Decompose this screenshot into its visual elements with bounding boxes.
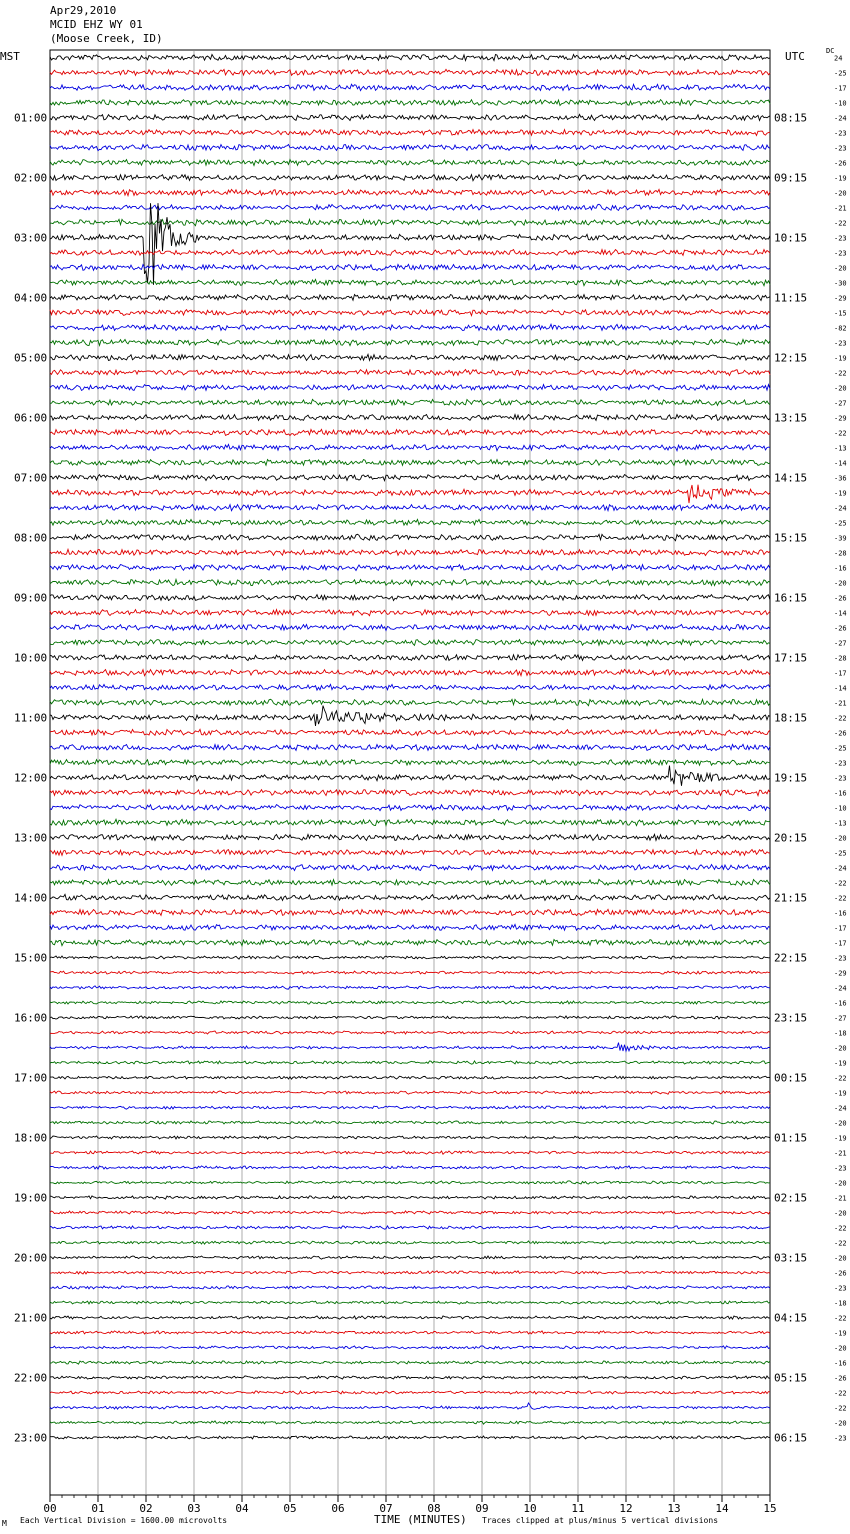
utc-hour-label: 06:15 xyxy=(774,1431,808,1445)
seismic-trace xyxy=(50,429,770,435)
x-tick-label: 07 xyxy=(379,1502,393,1515)
seismic-trace xyxy=(50,279,770,285)
dc-offset-label: -22 xyxy=(834,1074,847,1083)
dc-offset-label: -26 xyxy=(834,1269,847,1278)
dc-offset-label: -20 xyxy=(834,384,847,393)
clip-note: Traces clipped at plus/minus 5 vertical divisions xyxy=(482,1516,719,1525)
seismic-trace xyxy=(50,1403,770,1409)
seismic-trace xyxy=(50,370,770,376)
dc-offset-label: -18 xyxy=(834,1299,847,1308)
seismic-trace xyxy=(50,971,770,974)
dc-offset-label: -28 xyxy=(834,549,847,558)
seismic-trace xyxy=(50,475,770,481)
seismic-trace xyxy=(50,415,770,421)
mst-hour-label: 07:00 xyxy=(14,471,48,485)
utc-hour-label: 23:15 xyxy=(774,1011,808,1025)
utc-hour-label: 13:15 xyxy=(774,411,808,425)
utc-hour-label: 11:15 xyxy=(774,291,808,305)
dc-offset-label: -23 xyxy=(834,234,847,243)
dc-offset-label: -22 xyxy=(834,369,847,378)
dc-offset-label: -20 xyxy=(834,1119,847,1128)
seismic-trace xyxy=(50,354,770,360)
dc-offset-label: -24 xyxy=(834,114,847,123)
station-code: MCID EHZ WY 01 xyxy=(50,18,143,31)
seismic-trace xyxy=(50,130,770,136)
seismic-trace xyxy=(50,706,770,726)
dc-offset-label: -22 xyxy=(834,1389,847,1398)
seismic-trace xyxy=(50,250,770,256)
mst-hour-label: 01:00 xyxy=(14,111,48,125)
seismic-trace xyxy=(50,1031,770,1034)
seismic-trace xyxy=(50,264,770,270)
seismic-trace xyxy=(50,1166,770,1169)
seismic-trace xyxy=(50,924,770,930)
x-axis-label: TIME (MINUTES) xyxy=(374,1513,467,1526)
dc-offset-label: -26 xyxy=(834,159,847,168)
seismic-trace xyxy=(50,1286,770,1289)
seismic-trace xyxy=(50,1136,770,1139)
seismic-trace xyxy=(50,766,770,786)
seismic-trace xyxy=(50,460,770,466)
dc-offset-label: -39 xyxy=(834,534,847,543)
dc-offset-label: -19 xyxy=(834,1329,847,1338)
x-tick-label: 15 xyxy=(763,1502,777,1515)
seismic-trace xyxy=(50,865,770,871)
seismic-trace xyxy=(50,909,770,915)
dc-offset-label: -19 xyxy=(834,1059,847,1068)
dc-offset-label: -20 xyxy=(834,1254,847,1263)
dc-offset-label: -25 xyxy=(834,744,847,753)
seismic-trace xyxy=(50,519,770,525)
dc-offset-label: -17 xyxy=(834,924,847,933)
dc-offset-label: -20 xyxy=(834,189,847,198)
mst-hour-label: 13:00 xyxy=(14,831,48,845)
dc-offset-label: -27 xyxy=(834,639,847,648)
mst-hour-label: 03:00 xyxy=(14,231,48,245)
mst-hour-label: 08:00 xyxy=(14,531,48,545)
mst-hour-label: 16:00 xyxy=(14,1011,48,1025)
seismic-trace xyxy=(50,624,770,630)
utc-hour-label: 09:15 xyxy=(774,171,808,185)
dc-offset-label: -23 xyxy=(834,774,847,783)
seismic-trace xyxy=(50,565,770,571)
seismic-trace xyxy=(50,55,770,61)
dc-offset-label: -24 xyxy=(834,1104,847,1113)
seismic-trace xyxy=(50,1361,770,1364)
seismic-trace xyxy=(50,894,770,900)
seismic-trace xyxy=(50,175,770,181)
seismic-trace xyxy=(50,1331,770,1334)
utc-hour-label: 00:15 xyxy=(774,1071,808,1085)
seismic-trace xyxy=(50,1241,770,1244)
dc-offset-label: -24 xyxy=(834,504,847,513)
seismic-trace xyxy=(50,1316,770,1319)
dc-offset-label: -26 xyxy=(834,594,847,603)
x-tick-label: 02 xyxy=(139,1502,153,1515)
dc-offset-label: -21 xyxy=(834,1194,847,1203)
seismic-trace xyxy=(50,1226,770,1229)
mst-hour-label: 18:00 xyxy=(14,1131,48,1145)
seismic-trace xyxy=(50,549,770,555)
seismic-trace xyxy=(50,399,770,405)
dc-offset-label: -10 xyxy=(834,804,847,813)
x-tick-label: 03 xyxy=(187,1502,201,1515)
seismic-trace xyxy=(50,879,770,885)
utc-hour-label: 04:15 xyxy=(774,1311,808,1325)
seismic-trace xyxy=(50,189,770,195)
dc-offset-label: -26 xyxy=(834,1374,847,1383)
dc-offset-label: -22 xyxy=(834,879,847,888)
dc-offset-label: -23 xyxy=(834,249,847,258)
mst-hour-label: 23:00 xyxy=(14,1431,48,1445)
dc-offset-label: -20 xyxy=(834,1344,847,1353)
seismic-trace xyxy=(50,1091,770,1094)
dc-offset-label: -22 xyxy=(834,429,847,438)
seismic-trace xyxy=(50,669,770,675)
dc-offset-label: -26 xyxy=(834,729,847,738)
dc-offset-label: -82 xyxy=(834,324,847,333)
seismic-trace xyxy=(50,819,770,825)
seismic-trace xyxy=(50,1181,770,1184)
seismic-trace xyxy=(50,759,770,765)
seismic-trace xyxy=(50,534,770,540)
x-tick-label: 05 xyxy=(283,1502,297,1515)
seismic-trace xyxy=(50,834,770,840)
seismic-trace xyxy=(50,1301,770,1304)
dc-offset-label: -30 xyxy=(834,279,847,288)
seismic-trace xyxy=(50,1196,770,1199)
utc-hour-label: 21:15 xyxy=(774,891,808,905)
seismic-trace xyxy=(50,729,770,735)
dc-offset-label: 24 xyxy=(834,54,843,63)
dc-offset-label: -22 xyxy=(834,1224,847,1233)
seismic-trace xyxy=(50,1211,770,1214)
x-tick-label: 14 xyxy=(715,1502,729,1515)
seismic-trace xyxy=(50,1391,770,1394)
dc-offset-label: -22 xyxy=(834,1404,847,1413)
utc-hour-label: 05:15 xyxy=(774,1371,808,1385)
dc-offset-label: -23 xyxy=(834,954,847,963)
dc-offset-label: -28 xyxy=(834,654,847,663)
corner-mark: M xyxy=(2,1519,7,1528)
seismic-trace xyxy=(50,610,770,616)
dc-offset-label: -16 xyxy=(834,1359,847,1368)
dc-offset-label: -19 xyxy=(834,489,847,498)
seismic-trace xyxy=(50,84,770,90)
x-tick-label: 04 xyxy=(235,1502,249,1515)
dc-offset-label: -29 xyxy=(834,294,847,303)
mst-hour-label: 19:00 xyxy=(14,1191,48,1205)
seismic-trace xyxy=(50,1001,770,1004)
dc-offset-label: -19 xyxy=(834,1089,847,1098)
dc-offset-label: -20 xyxy=(834,1044,847,1053)
seismic-trace xyxy=(50,219,770,225)
dc-offset-label: -22 xyxy=(834,219,847,228)
dc-offset-label: -22 xyxy=(834,1314,847,1323)
utc-hour-label: 22:15 xyxy=(774,951,808,965)
dc-offset-label: -23 xyxy=(834,1434,847,1443)
mst-hour-label: 17:00 xyxy=(14,1071,48,1085)
dc-offset-label: -16 xyxy=(834,789,847,798)
utc-hour-label: 02:15 xyxy=(774,1191,808,1205)
dc-offset-label: -20 xyxy=(834,834,847,843)
x-tick-label: 00 xyxy=(43,1502,57,1515)
mst-hour-label: 10:00 xyxy=(14,651,48,665)
seismic-trace xyxy=(50,850,770,856)
mst-hour-label: 05:00 xyxy=(14,351,48,365)
dc-offset-label: -27 xyxy=(834,399,847,408)
dc-offset-label: -29 xyxy=(834,969,847,978)
mst-hour-label: 15:00 xyxy=(14,951,48,965)
dc-offset-label: -21 xyxy=(834,699,847,708)
dc-offset-label: -22 xyxy=(834,894,847,903)
dc-offset-label: -13 xyxy=(834,819,847,828)
seismic-trace xyxy=(50,986,770,989)
utc-hour-label: 12:15 xyxy=(774,351,808,365)
seismic-trace xyxy=(50,114,770,120)
dc-offset-label: -23 xyxy=(834,339,847,348)
utc-hour-label: 10:15 xyxy=(774,231,808,245)
seismic-trace xyxy=(50,203,770,285)
dc-offset-label: -19 xyxy=(834,174,847,183)
utc-hour-label: 08:15 xyxy=(774,111,808,125)
seismic-trace xyxy=(50,1061,770,1064)
utc-hour-label: 03:15 xyxy=(774,1251,808,1265)
dc-offset-label: -17 xyxy=(834,84,847,93)
dc-offset-label: -16 xyxy=(834,564,847,573)
seismic-trace xyxy=(50,444,770,450)
seismic-trace xyxy=(50,504,770,510)
seismic-trace xyxy=(50,1076,770,1079)
seismic-trace xyxy=(50,385,770,391)
dc-offset-label: -27 xyxy=(834,1014,847,1023)
dc-offset-label: -23 xyxy=(834,1164,847,1173)
seismic-trace xyxy=(50,1151,770,1154)
dc-offset-label: -17 xyxy=(834,669,847,678)
utc-hour-label: 01:15 xyxy=(774,1131,808,1145)
dc-offset-label: -23 xyxy=(834,759,847,768)
seismic-trace xyxy=(50,310,770,316)
seismic-trace xyxy=(50,580,770,586)
utc-hour-label: 17:15 xyxy=(774,651,808,665)
dc-offset-label: -18 xyxy=(834,1029,847,1038)
seismic-trace xyxy=(50,1436,770,1439)
dc-offset-label: -25 xyxy=(834,519,847,528)
mst-hour-label: 20:00 xyxy=(14,1251,48,1265)
x-tick-label: 11 xyxy=(571,1502,585,1515)
utc-hour-label: 14:15 xyxy=(774,471,808,485)
scale-note: Each Vertical Division = 1600.00 microvolts xyxy=(20,1516,228,1525)
dc-offset-label: -29 xyxy=(834,414,847,423)
mst-hour-label: 21:00 xyxy=(14,1311,48,1325)
mst-hour-label: 06:00 xyxy=(14,411,48,425)
mst-hour-label: 12:00 xyxy=(14,771,48,785)
mst-hour-label: 14:00 xyxy=(14,891,48,905)
x-tick-label: 09 xyxy=(475,1502,489,1515)
seismic-trace xyxy=(50,684,770,690)
seismic-trace xyxy=(50,1016,770,1019)
seismic-trace xyxy=(50,940,770,946)
dc-offset-label: -14 xyxy=(834,609,847,618)
dc-offset-label: -20 xyxy=(834,1209,847,1218)
dc-offset-label: -24 xyxy=(834,864,847,873)
seismic-trace xyxy=(50,1376,770,1379)
seismic-trace xyxy=(50,1106,770,1109)
seismic-trace xyxy=(50,790,770,796)
utc-axis-label: UTC xyxy=(785,50,805,63)
mst-hour-label: 02:00 xyxy=(14,171,48,185)
station-location: (Moose Creek, ID) xyxy=(50,32,163,45)
seismic-trace xyxy=(50,805,770,811)
utc-hour-label: 19:15 xyxy=(774,771,808,785)
seismic-trace xyxy=(50,1256,770,1259)
x-tick-label: 13 xyxy=(667,1502,681,1515)
dc-offset-label: -20 xyxy=(834,1419,847,1428)
seismic-trace xyxy=(50,324,770,330)
dc-offset-label: -16 xyxy=(834,999,847,1008)
seismic-trace xyxy=(50,295,770,301)
x-tick-label: 10 xyxy=(523,1502,537,1515)
dc-offset-label: -13 xyxy=(834,444,847,453)
seismic-trace xyxy=(50,160,770,166)
seismic-trace xyxy=(50,1271,770,1274)
x-tick-label: 06 xyxy=(331,1502,345,1515)
seismic-trace xyxy=(50,69,770,75)
seismic-trace xyxy=(50,1421,770,1424)
dc-offset-label: -20 xyxy=(834,1179,847,1188)
seismic-trace xyxy=(50,640,770,646)
seismic-trace xyxy=(50,485,770,503)
mst-hour-label: 11:00 xyxy=(14,711,48,725)
seismic-trace xyxy=(50,1043,770,1052)
dc-offset-label: -36 xyxy=(834,474,847,483)
seismic-trace xyxy=(50,956,770,959)
seismic-trace xyxy=(50,1121,770,1124)
mst-hour-label: 22:00 xyxy=(14,1371,48,1385)
seismic-trace xyxy=(50,655,770,661)
seismic-trace xyxy=(50,339,770,345)
dc-offset-label: -14 xyxy=(834,684,847,693)
x-tick-label: 12 xyxy=(619,1502,633,1515)
dc-offset-label: -24 xyxy=(834,984,847,993)
dc-offset-label: -19 xyxy=(834,1134,847,1143)
dc-offset-label: -21 xyxy=(834,1149,847,1158)
dc-offset-label: -23 xyxy=(834,1284,847,1293)
plot-date: Apr29,2010 xyxy=(50,4,117,17)
utc-hour-label: 16:15 xyxy=(774,591,808,605)
utc-hour-label: 18:15 xyxy=(774,711,808,725)
mst-hour-label: 09:00 xyxy=(14,591,48,605)
dc-offset-label: -20 xyxy=(834,264,847,273)
seismic-trace xyxy=(50,100,770,106)
mst-axis-label: MST xyxy=(0,50,20,63)
dc-offset-label: -21 xyxy=(834,204,847,213)
seismic-trace xyxy=(50,744,770,750)
utc-hour-label: 20:15 xyxy=(774,831,808,845)
seismic-trace xyxy=(50,145,770,151)
x-tick-label: 01 xyxy=(91,1502,105,1515)
dc-label: DC xyxy=(826,47,835,55)
dc-offset-label: -10 xyxy=(834,99,847,108)
utc-hour-label: 15:15 xyxy=(774,531,808,545)
dc-offset-label: -22 xyxy=(834,714,847,723)
dc-offset-label: -25 xyxy=(834,69,847,78)
dc-offset-label: -15 xyxy=(834,309,847,318)
dc-offset-label: -19 xyxy=(834,354,847,363)
seismic-trace xyxy=(50,699,770,705)
seismic-trace xyxy=(50,595,770,601)
dc-offset-label: -17 xyxy=(834,939,847,948)
dc-offset-label: -20 xyxy=(834,579,847,588)
dc-offset-label: -22 xyxy=(834,1239,847,1248)
dc-offset-label: -23 xyxy=(834,144,847,153)
dc-offset-label: -23 xyxy=(834,129,847,138)
x-tick-label: 08 xyxy=(427,1502,441,1515)
dc-offset-label: -16 xyxy=(834,909,847,918)
dc-offset-label: -26 xyxy=(834,624,847,633)
seismic-trace xyxy=(50,1346,770,1349)
mst-hour-label: 04:00 xyxy=(14,291,48,305)
dc-offset-label: -25 xyxy=(834,849,847,858)
dc-offset-label: -14 xyxy=(834,459,847,468)
